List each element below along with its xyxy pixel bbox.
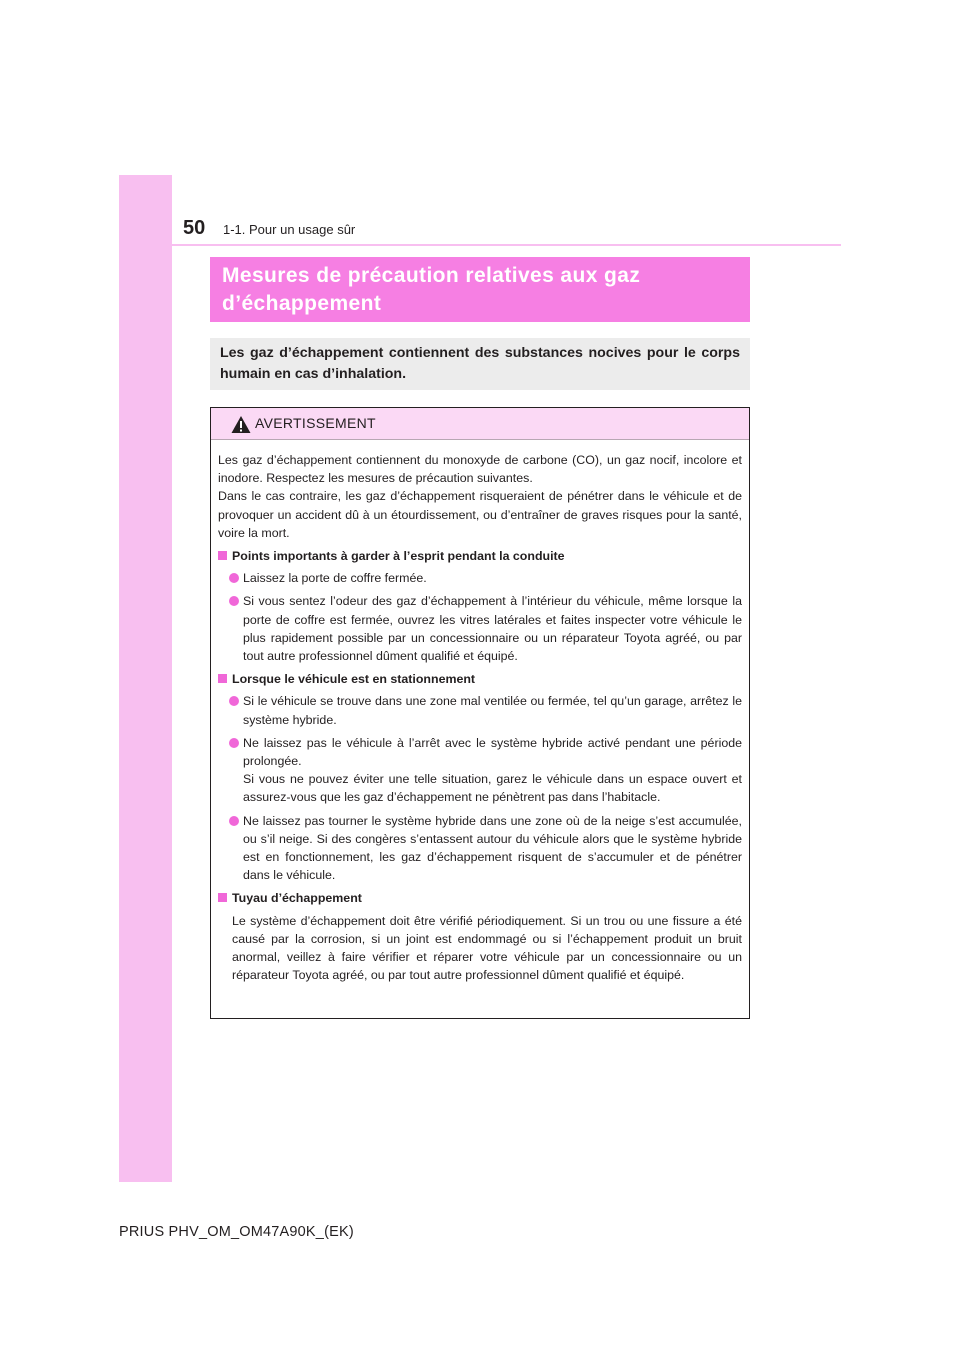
warning-bullet (218, 569, 742, 587)
subheading-text: Points importants à garder à l’esprit pendant la conduite (232, 549, 565, 564)
page-title: Mesures de précaution relatives aux gaz d’échappement (222, 264, 641, 315)
side-tab (119, 175, 172, 1182)
square-bullet-icon (218, 893, 227, 902)
intro-text: Les gaz d’échappement contiennent des substances nocives pour le corps humain en cas d’inhalation. (220, 345, 740, 382)
circle-bullet-icon (229, 816, 239, 826)
warning-bullet (218, 692, 742, 728)
page-number: 50 (183, 217, 206, 239)
warning-subheading (218, 889, 742, 907)
circle-bullet-icon (229, 738, 239, 748)
circle-bullet-icon (229, 596, 239, 606)
subheading-text: Lorsque le véhicule est en stationnement (232, 672, 476, 687)
warning-bullet (218, 592, 742, 665)
bullet-text: Si le véhicule se trouve dans une zone mal ventilée ou fermée, tel qu’un garage, arrêtez le système hybride. (243, 694, 742, 727)
bullet-text: Ne laissez pas le véhicule à l’arrêt avec le système hybride activé pendant une période prolongée. Si vous ne pouvez éviter une telle situation, garez le véhicule dans un espace ouvert et assurez-vous que les gaz d’échappement ne pénètrent pas dans l’habitacle. (243, 735, 742, 805)
warning-box (210, 407, 750, 1019)
circle-bullet-icon (229, 696, 239, 706)
header-divider (172, 244, 841, 246)
warning-bullet (218, 812, 742, 885)
footer-document-code: PRIUS PHV_OM_OM47A90K_(EK) (119, 1224, 354, 1240)
warning-body (211, 440, 749, 984)
square-bullet-icon (218, 551, 227, 560)
warning-subheading (218, 547, 742, 565)
intro-box (210, 338, 750, 390)
section-reference: 1-1. Pour un usage sûr (223, 222, 356, 237)
warning-subheading (218, 670, 742, 688)
bullet-text: Si vous sentez l’odeur des gaz d’échappement à l’intérieur du véhicule, même lorsque la porte de coffre est fermée, ouvrez les vitres latérales et faites inspecter votre véhicule le plus rapidement possible par un concessionnaire ou un réparateur Toyota agréé, ou par tout autre professionnel dûment qualifié et équipé. (243, 594, 742, 664)
circle-bullet-icon (229, 573, 239, 583)
warning-paragraph: Le système d’échappement doit être vérifié périodiquement. Si un trou ou une fissure a été causé par la corrosion, si un joint est endommagé ou si l’échappement produit un bruit anormal, veillez à faire vérifier et réparer votre véhicule par un concessionnaire ou un réparateur Toyota agréé, ou par tout autre professionnel dûment qualifié et équipé. (232, 913, 742, 983)
subheading-text: Tuyau d’échappement (232, 891, 362, 906)
warning-paragraph: Les gaz d’échappement contiennent du monoxyde de carbone (CO), un gaz nocif, incolore et inodore. Respectez les mesures de précaution suivantes. (218, 453, 742, 486)
warning-triangle-icon (231, 415, 251, 434)
warning-paragraph: Dans le cas contraire, les gaz d’échappement risqueraient de pénétrer dans le véhicule et de provoquer un accident dû à un étourdissement, ou d’entraîner de graves risques pour la santé, voire la mort. (218, 489, 742, 540)
warning-header (211, 408, 749, 440)
warning-label: AVERTISSEMENT (255, 415, 376, 431)
square-bullet-icon (218, 674, 227, 683)
bullet-text: Laissez la porte de coffre fermée. (243, 571, 427, 586)
bullet-text: Ne laissez pas tourner le système hybride dans une zone où de la neige s’est accumulée, ou s’il neige. Si des congères s’entassent autour du véhicule alors que le système hybride est en fonctionnement, les gaz d’échappement risquent de s’accumuler et de pénétrer dans le véhicule. (243, 813, 742, 883)
title-band (210, 257, 750, 322)
warning-bullet (218, 734, 742, 807)
